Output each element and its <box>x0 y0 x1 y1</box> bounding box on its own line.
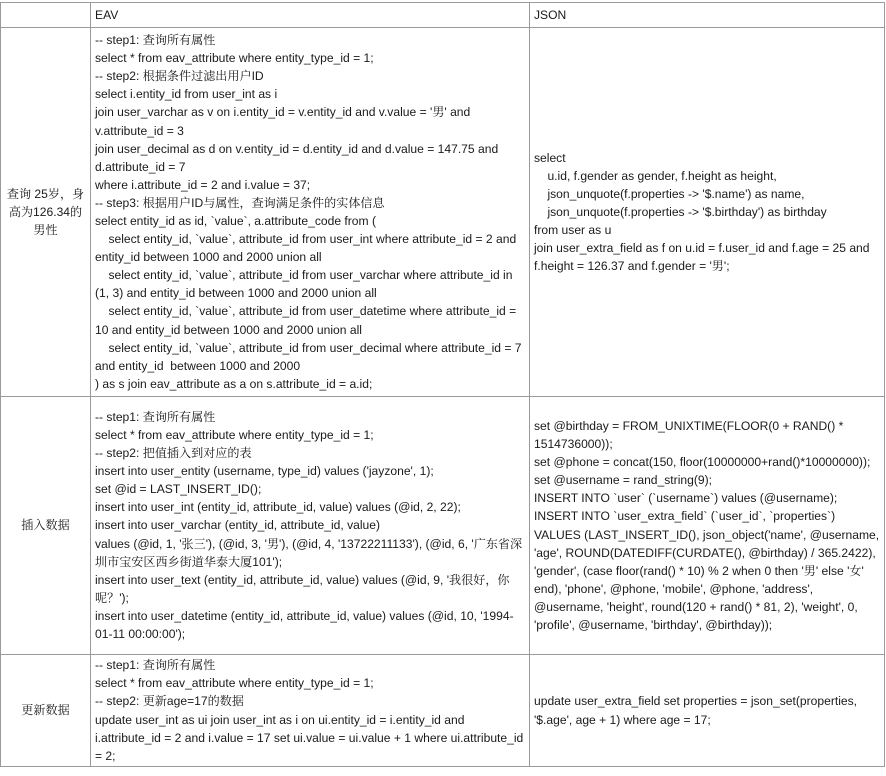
code-line: select * from eav_attribute where entity_type_id = 1; <box>95 427 374 442</box>
code-line: insert into user_text (entity_id, attribute_id, value) values (@id, 9, '我很好，你呢？'); <box>95 572 510 605</box>
code-line: json_unquote(f.properties -> '$.birthday') as birthday <box>534 204 827 219</box>
code-line: from user as u <box>534 223 612 238</box>
code-line: select * from eav_attribute where entity_type_id = 1; <box>95 51 374 66</box>
code-line: set @phone = concat(150, floor(10000000+rand()*10000000)); <box>534 455 871 470</box>
code-line: -- step2: 根据条件过滤出用户ID <box>95 69 264 84</box>
json-cell-query <box>530 28 885 397</box>
code-line: select * from eav_attribute where entity_type_id = 1; <box>95 676 374 691</box>
code-line: select <box>534 150 566 165</box>
header-corner-cell <box>1 3 91 28</box>
row-label-insert: 插入数据 <box>1 397 91 655</box>
code-line: update user_extra_field set properties = json_set(properties, '$.age', age + 1) where age = 17; <box>534 694 861 727</box>
eav-cell-update <box>91 655 530 767</box>
code-line: join user_extra_field as f on u.id = f.user_id and f.age = 25 and f.height = 126.37 and f.gender = '男'; <box>534 241 873 274</box>
code-line: select entity_id, `value`, attribute_id from user_datetime where attribute_id = 10 and entity_id between 1000 and 2000 union all <box>95 304 520 337</box>
code-line: -- step1: 查询所有属性 <box>95 33 216 48</box>
code-line: select entity_id as id, `value`, a.attribute_code from ( <box>95 214 376 228</box>
code-line: select entity_id, `value`, attribute_id from user_decimal where attribute_id = 7 and entity_id between 1000 and 2000 <box>95 340 525 373</box>
table-row-insert <box>1 397 885 655</box>
code-line: select entity_id, `value`, attribute_id from user_varchar where attribute_id in (1, 3) and entity_id between 1000 and 2000 union all <box>95 268 516 301</box>
table-row-query <box>1 28 885 397</box>
code-line: insert into user_int (entity_id, attribute_id, value) values (@id, 2, 22); <box>95 500 461 515</box>
code-line: join user_varchar as v on i.entity_id = v.entity_id and v.value = '男' and v.attribute_id = 3 <box>95 105 474 138</box>
code-line: u.id, f.gender as gender, f.height as height, <box>534 168 777 183</box>
code-line: -- step1: 查询所有属性 <box>95 658 216 673</box>
header-row <box>1 3 885 28</box>
comparison-table <box>0 2 885 767</box>
json-cell-update <box>530 655 885 767</box>
code-line: values (@id, 1, '张三'), (@id, 3, '男'), (@id, 4, '13722211133'), (@id, 6, '广东省深圳市宝安区西乡街道华泰大厦101'); <box>95 536 523 569</box>
code-line: -- step3: 根据用户ID与属性，查询满足条件的实体信息 <box>95 195 385 210</box>
table-row-update <box>1 655 885 767</box>
code-line: -- step2: 更新age=17的数据 <box>95 694 244 709</box>
code-line: select i.entity_id from user_int as i <box>95 87 278 102</box>
eav-cell-query <box>91 28 530 397</box>
code-line: INSERT INTO `user_extra_field` (`user_id`, `properties`) VALUES (LAST_INSERT_ID(), json_object('name', @username, 'age', ROUND(DATEDIFF(CURDATE(), @birthday) / 365.2422), 'gender', (case floor(rand() * 10) % 2 when 0 then '男' else '女' end), 'phone', @phone, 'mobile', @phone, 'address', @username, 'height', round(120 + rand() * 81, 2), 'weight', 0, 'profile', @username, 'birthday', @birthday)); <box>534 509 883 632</box>
eav-cell-insert <box>91 397 530 655</box>
code-line: INSERT INTO `user` (`username`) values (@username); <box>534 491 838 506</box>
code-line: insert into user_varchar (entity_id, attribute_id, value) <box>95 518 381 533</box>
code-line: insert into user_datetime (entity_id, attribute_id, value) values (@id, 10, '1994-01-11 00:00:00'); <box>95 608 514 642</box>
code-line: -- step2: 把值插入到对应的表 <box>95 446 252 461</box>
code-line: insert into user_entity (username, type_id) values ('jayzone', 1); <box>95 464 434 479</box>
code-line: -- step1: 查询所有属性 <box>95 409 216 424</box>
code-line: json_unquote(f.properties -> '$.name') as name, <box>534 186 805 201</box>
code-line: where i.attribute_id = 2 and i.value = 37; <box>95 177 311 192</box>
row-label-query: 查询 25岁，身高为126.34的男性 <box>1 28 91 397</box>
code-line: set @birthday = FROM_UNIXTIME(FLOOR(0 + RAND() * 1514736000)); <box>534 418 847 452</box>
header-eav: EAV <box>91 3 530 28</box>
row-label-update: 更新数据 <box>1 655 91 767</box>
code-line: join user_decimal as d on v.entity_id = d.entity_id and d.value = 147.75 and d.attribute_id = 7 <box>95 141 502 174</box>
header-json: JSON <box>530 3 885 28</box>
code-line: select entity_id, `value`, attribute_id from user_int where attribute_id = 2 and entity_id between 1000 and 2000 union all <box>95 232 520 265</box>
code-line: set @id = LAST_INSERT_ID(); <box>95 482 262 497</box>
code-line: ) as s join eav_attribute as a on s.attribute_id = a.id; <box>95 376 373 391</box>
code-line: set @username = rand_string(9); <box>534 473 712 488</box>
json-cell-insert <box>530 397 885 655</box>
code-line: update user_int as ui join user_int as i on ui.entity_id = i.entity_id and i.attribute_id = 2 and i.value = 17 set ui.value = ui.value + 1 where ui.attribute_id = 2; <box>95 712 527 763</box>
